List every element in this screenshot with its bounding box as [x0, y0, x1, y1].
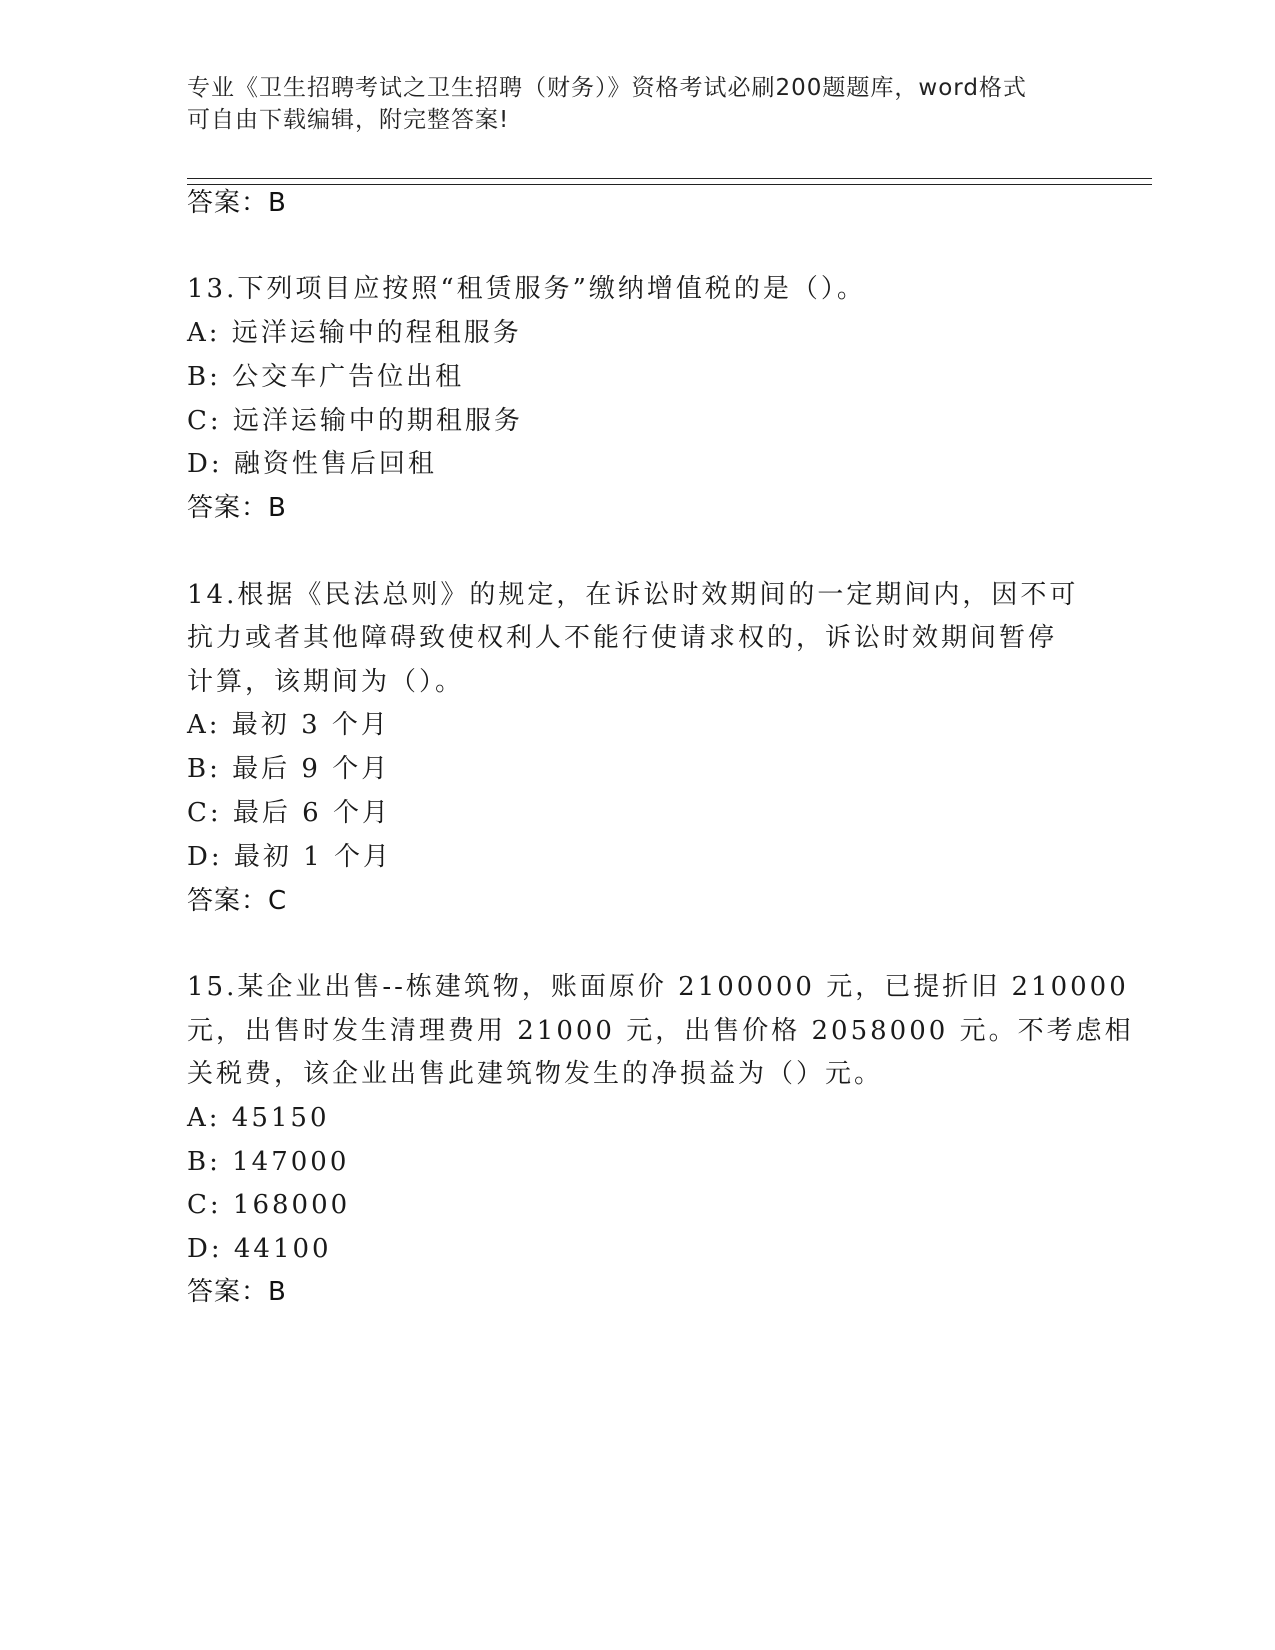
question-13-answer: 答案：B: [187, 493, 287, 523]
question-15-option-b: B: 147000: [187, 1147, 350, 1177]
question-15-stem-line-2: 元，出售时发生清理费用 21000 元，出售价格 2058000 元。不考虑相: [187, 1016, 1134, 1046]
question-14-option-d: D: 最初 1 个月: [187, 842, 392, 872]
question-13-option-a: A: 远洋运输中的程租服务: [187, 318, 522, 348]
question-15-answer: 答案：B: [187, 1277, 287, 1307]
header-line-2: 可自由下载编辑，附完整答案!: [187, 107, 510, 133]
question-14-option-a: A: 最初 3 个月: [187, 710, 390, 740]
question-14-stem-line-1: 14.根据《民法总则》的规定，在诉讼时效期间的一定期间内，因不可: [187, 580, 1079, 610]
question-15-stem-line-3: 关税费，该企业出售此建筑物发生的净损益为（）元。: [187, 1059, 884, 1089]
question-13-option-c: C: 远洋运输中的期租服务: [187, 406, 523, 436]
previous-answer: 答案：B: [187, 188, 287, 218]
question-14-option-c: C: 最后 6 个月: [187, 798, 391, 828]
question-14-option-b: B: 最后 9 个月: [187, 754, 391, 784]
question-14-stem-line-2: 抗力或者其他障碍致使权利人不能行使请求权的，诉讼时效期间暂停: [187, 623, 1058, 653]
question-15-option-c: C: 168000: [187, 1190, 351, 1220]
question-13-option-d: D: 融资性售后回租: [187, 449, 437, 479]
question-15-option-a: A: 45150: [187, 1103, 330, 1133]
header-divider: [187, 178, 1152, 185]
document-header: [187, 72, 1067, 136]
question-13-stem: 13.下列项目应按照“租赁服务”缴纳增值税的是（）。: [187, 274, 866, 304]
question-15-stem-line-1: 15.某企业出售--栋建筑物，账面原价 2100000 元，已提折旧 210000: [187, 972, 1129, 1002]
question-14-answer: 答案：C: [187, 886, 288, 916]
question-14-stem-line-3: 计算，该期间为（）。: [187, 667, 465, 697]
header-line-1: 专业《卫生招聘考试之卫生招聘（财务）》资格考试必刷200题题库，word格式: [187, 75, 1027, 101]
question-15-option-d: D: 44100: [187, 1234, 332, 1264]
question-13-option-b: B: 公交车广告位出租: [187, 362, 465, 392]
